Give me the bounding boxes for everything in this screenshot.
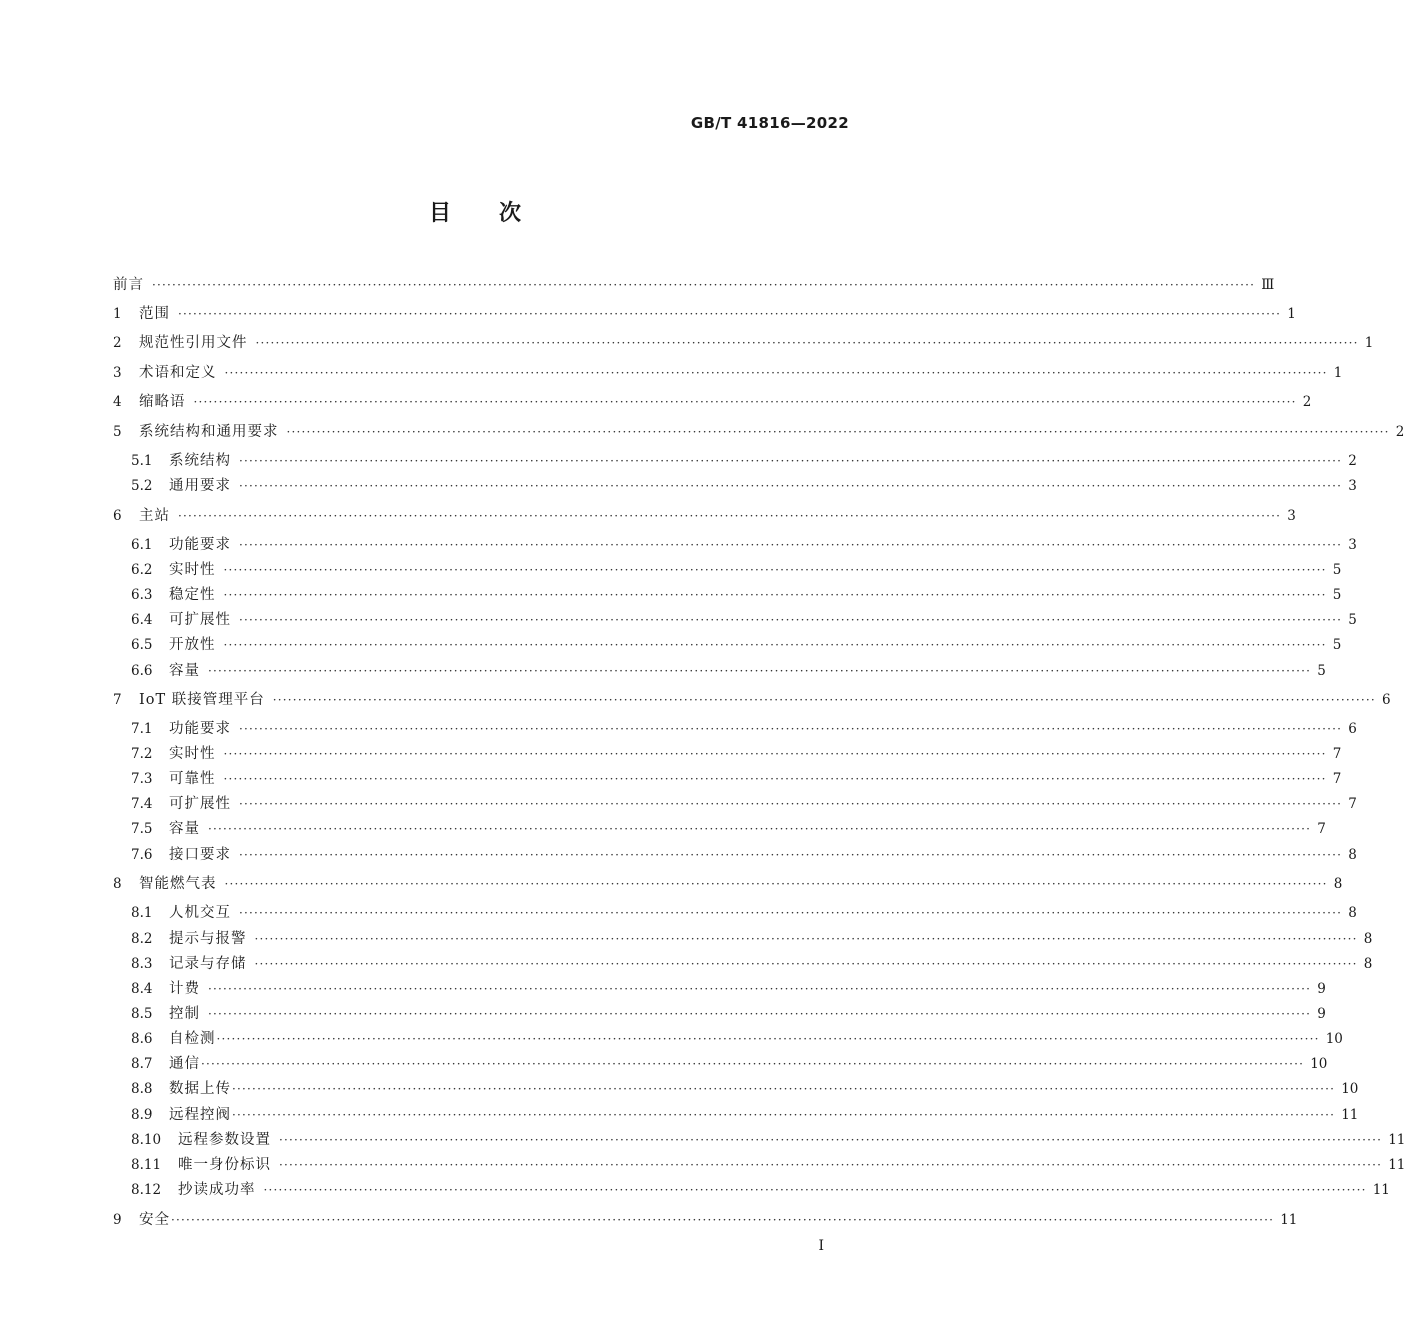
toc-entry-page: 5 <box>1332 562 1342 578</box>
toc-leader-dots: ···························································································································································································································· <box>171 1213 1275 1227</box>
toc-leader-dots: ···························································································································································································································· <box>232 1082 1336 1096</box>
toc-entry[interactable] <box>131 1154 1405 1176</box>
toc-entry-label: 可扩展性 <box>169 612 231 628</box>
toc-leader-dots: ···························································································································································································································· <box>193 395 1297 409</box>
toc-entry-number: 3 <box>113 365 122 381</box>
toc-entry-number: 7.6 <box>131 847 153 863</box>
toc-entry-label: 前言 <box>113 277 144 293</box>
toc-entry-page: 10 <box>1310 1056 1328 1072</box>
toc-entry[interactable] <box>131 928 1373 950</box>
toc-entry-label: 术语和定义 <box>139 365 217 381</box>
toc-entry-page: 7 <box>1348 796 1357 812</box>
toc-entry[interactable] <box>131 1129 1405 1151</box>
toc-entry[interactable] <box>131 768 1342 790</box>
toc-entry-number: 5.1 <box>131 453 153 469</box>
toc-entry-label: 记录与存储 <box>169 956 247 972</box>
toc-entry-number: 4 <box>113 394 122 410</box>
toc-leader-dots: ···························································································································································································································· <box>286 425 1390 439</box>
toc-entry-number: 7.5 <box>131 821 153 837</box>
toc-entry-label: 远程参数设置 <box>178 1132 271 1148</box>
toc-entry[interactable] <box>131 609 1357 631</box>
toc-entry-number: 8.4 <box>131 981 153 997</box>
toc-entry-number: 8 <box>113 876 122 892</box>
toc-leader-dots: ···························································································································································································································· <box>255 336 1359 350</box>
toc-entry-number: 7 <box>113 692 122 708</box>
toc-entry-page: 1 <box>1333 365 1343 381</box>
toc-leader-dots: ···························································································································································································································· <box>239 479 1343 493</box>
toc-entry-number: 6.4 <box>131 612 153 628</box>
toc-entry-label: 智能燃气表 <box>139 876 217 892</box>
toc-entry-page: 8 <box>1348 905 1357 921</box>
toc-entry-page: 10 <box>1341 1081 1359 1097</box>
toc-leader-dots: ···························································································································································································································· <box>239 848 1343 862</box>
toc-entry[interactable] <box>131 1104 1359 1126</box>
toc-entry-number: 6.1 <box>131 537 153 553</box>
toc-entry-page: 8 <box>1363 956 1373 972</box>
toc-leader-dots: ···························································································································································································································· <box>208 1007 1312 1021</box>
toc-leader-dots: ···························································································································································································································· <box>239 906 1343 920</box>
toc-entry-label: 唯一身份标识 <box>178 1157 271 1173</box>
toc-entry-number: 7.2 <box>131 746 153 762</box>
toc-entry-number: 6.2 <box>131 562 153 578</box>
toc-entry-page: 7 <box>1317 821 1326 837</box>
toc-entry-label: 接口要求 <box>169 847 231 863</box>
toc-entry-number: 8.10 <box>131 1132 162 1148</box>
toc-entry-number: 6.6 <box>131 663 153 679</box>
toc-leader-dots: ···························································································································································································································· <box>279 1133 1383 1147</box>
toc-entry-label: 可扩展性 <box>169 796 231 812</box>
toc-leader-dots: ···························································································································································································································· <box>239 613 1343 627</box>
toc-entry[interactable] <box>131 1003 1326 1025</box>
toc-entry-page: 8 <box>1333 876 1343 892</box>
toc-leader-dots: ···························································································································································································································· <box>224 366 1328 380</box>
toc-leader-dots: ···························································································································································································································· <box>254 932 1358 946</box>
toc-leader-dots: ···························································································································································································································· <box>224 877 1328 891</box>
toc-entry[interactable] <box>113 303 1296 325</box>
toc-entry-label: 计费 <box>169 981 200 997</box>
toc-entry[interactable] <box>131 844 1357 866</box>
toc-entry-label: 实时性 <box>169 562 216 578</box>
toc-entry[interactable] <box>131 718 1357 740</box>
toc-entry-label: 主站 <box>139 508 170 524</box>
toc-entry-page: 9 <box>1317 981 1326 997</box>
page-number: I <box>818 1238 824 1254</box>
toc-entry-page: 8 <box>1363 931 1373 947</box>
toc-entry-label: 范围 <box>139 306 170 322</box>
toc-entry[interactable] <box>113 689 1391 711</box>
toc-leader-dots: ···························································································································································································································· <box>223 588 1327 602</box>
toc-entry[interactable] <box>131 1078 1359 1100</box>
toc-leader-dots: ···························································································································································································································· <box>201 1057 1305 1071</box>
toc-leader-dots: ···························································································································································································································· <box>239 722 1343 736</box>
toc-entry-number: 8.5 <box>131 1006 153 1022</box>
toc-entry[interactable] <box>113 421 1405 443</box>
toc-leader-dots: ···························································································································································································································· <box>232 1108 1336 1122</box>
toc-entry-page: 9 <box>1317 1006 1326 1022</box>
toc-entry[interactable] <box>131 660 1326 682</box>
toc-entry-number: 8.9 <box>131 1107 153 1123</box>
toc-leader-dots: ···························································································································································································································· <box>239 454 1343 468</box>
toc-entry-number: 7.3 <box>131 771 153 787</box>
toc-entry-number: 2 <box>113 335 122 351</box>
toc-entry[interactable] <box>131 793 1357 815</box>
toc-entry-page: 8 <box>1348 847 1357 863</box>
toc-entry-page: 2 <box>1302 394 1312 410</box>
toc-entry-page: 1 <box>1287 306 1296 322</box>
toc-entry-page: 2 <box>1395 424 1405 440</box>
toc-entry-label: 人机交互 <box>169 905 231 921</box>
toc-entry[interactable] <box>113 332 1374 354</box>
toc-leader-dots: ···························································································································································································································· <box>279 1158 1383 1172</box>
toc-leader-dots: ···························································································································································································································· <box>152 278 1256 292</box>
toc-entry-number: 6.5 <box>131 637 153 653</box>
toc-entry-number: 8.8 <box>131 1081 153 1097</box>
toc-entry-page: 11 <box>1341 1107 1359 1123</box>
toc-entry-page: 6 <box>1381 692 1391 708</box>
toc-entry[interactable] <box>131 818 1326 840</box>
toc-entry-label: 数据上传 <box>169 1081 231 1097</box>
toc-leader-dots: ···························································································································································································································· <box>239 797 1343 811</box>
toc-entry-page: 6 <box>1348 721 1357 737</box>
toc-entry-number: 5 <box>113 424 122 440</box>
toc-leader-dots: ···························································································································································································································· <box>178 509 1282 523</box>
toc-leader-dots: ···························································································································································································································· <box>216 1032 1320 1046</box>
toc-entry-label: 远程控阀 <box>169 1107 231 1123</box>
toc-entry-page: 5 <box>1332 637 1342 653</box>
toc-entry[interactable] <box>113 391 1312 413</box>
toc-entry-page: 3 <box>1348 478 1357 494</box>
toc-leader-dots: ···························································································································································································································· <box>208 822 1312 836</box>
toc-entry-label: 功能要求 <box>169 721 231 737</box>
toc-entry[interactable] <box>113 274 1275 296</box>
toc-entry-page: 3 <box>1287 508 1296 524</box>
toc-entry-number: 8.3 <box>131 956 153 972</box>
toc-title: 目次 <box>428 201 569 226</box>
toc-leader-dots: ···························································································································································································································· <box>208 982 1312 996</box>
toc-entry-page: 7 <box>1332 746 1342 762</box>
toc-entry-page: Ⅲ <box>1261 277 1275 293</box>
toc-entry-label: 系统结构 <box>169 453 231 469</box>
toc-entry-label: 可靠性 <box>169 771 216 787</box>
toc-entry[interactable] <box>113 362 1343 384</box>
toc-entry-label: 功能要求 <box>169 537 231 553</box>
toc-entry[interactable] <box>131 634 1342 656</box>
toc-leader-dots: ···························································································································································································································· <box>254 957 1358 971</box>
toc-entry-page: 3 <box>1348 537 1357 553</box>
toc-entry-number: 8.7 <box>131 1056 153 1072</box>
toc-leader-dots: ···························································································································································································································· <box>263 1183 1367 1197</box>
toc-entry-number: 8.1 <box>131 905 153 921</box>
toc-entry[interactable] <box>131 534 1357 556</box>
toc-entry-page: 5 <box>1332 587 1342 603</box>
toc-entry-page: 10 <box>1325 1031 1343 1047</box>
toc-leader-dots: ···························································································································································································································· <box>223 638 1327 652</box>
toc-entry[interactable] <box>113 505 1296 527</box>
toc-leader-dots: ···························································································································································································································· <box>208 664 1312 678</box>
toc-entry-page: 7 <box>1332 771 1342 787</box>
toc-entry-page: 1 <box>1364 335 1374 351</box>
toc-entry-number: 5.2 <box>131 478 153 494</box>
toc-entry-label: 实时性 <box>169 746 216 762</box>
toc-entry-number: 8.12 <box>131 1182 162 1198</box>
toc-leader-dots: ···························································································································································································································· <box>272 693 1376 707</box>
toc-entry[interactable] <box>131 559 1342 581</box>
toc-leader-dots: ···························································································································································································································· <box>223 747 1327 761</box>
toc-entry-number: 9 <box>113 1212 122 1228</box>
toc-entry[interactable] <box>131 743 1342 765</box>
toc-leader-dots: ···························································································································································································································· <box>223 563 1327 577</box>
toc-entry-number: 8.2 <box>131 931 153 947</box>
toc-entry-label: 抄读成功率 <box>178 1182 256 1198</box>
toc-leader-dots: ···························································································································································································································· <box>223 772 1327 786</box>
toc-entry[interactable] <box>131 1053 1328 1075</box>
toc-entry-number: 6.3 <box>131 587 153 603</box>
toc-entry[interactable] <box>131 450 1357 472</box>
toc-entry[interactable] <box>131 475 1357 497</box>
toc-entry-page: 11 <box>1280 1212 1298 1228</box>
toc-entry-page: 11 <box>1388 1157 1405 1173</box>
toc-entry-number: 8.6 <box>131 1031 153 1047</box>
toc-entry[interactable] <box>131 1179 1390 1201</box>
toc-entry[interactable] <box>131 584 1342 606</box>
toc-entry-label: 系统结构和通用要求 <box>139 424 279 440</box>
toc-entry-page: 11 <box>1388 1132 1405 1148</box>
toc-entry-number: 7.4 <box>131 796 153 812</box>
toc-entry[interactable] <box>131 1028 1343 1050</box>
toc-entry-label: 容量 <box>169 821 200 837</box>
toc-entry-label: 容量 <box>169 663 200 679</box>
toc-entry-label: 通用要求 <box>169 478 231 494</box>
toc-entry-page: 11 <box>1372 1182 1390 1198</box>
toc-entry[interactable] <box>113 1209 1298 1231</box>
standard-code: GB/T 41816—2022 <box>690 114 849 132</box>
toc-entry-number: 8.11 <box>131 1157 162 1173</box>
toc-entry-page: 5 <box>1317 663 1326 679</box>
toc-entry-label: 通信 <box>169 1056 200 1072</box>
toc-entry[interactable] <box>131 953 1373 975</box>
toc-entry[interactable] <box>131 902 1357 924</box>
toc-entry-label: 规范性引用文件 <box>139 335 248 351</box>
toc-entry-label: 提示与报警 <box>169 931 247 947</box>
toc-entry-page: 5 <box>1348 612 1357 628</box>
toc-entry-number: 7.1 <box>131 721 153 737</box>
toc-entry[interactable] <box>131 978 1326 1000</box>
toc-entry-label: 缩略语 <box>139 394 186 410</box>
toc-entry-number: 1 <box>113 306 122 322</box>
toc-entry-label: 自检测 <box>169 1031 216 1047</box>
toc-entry-label: 稳定性 <box>169 587 216 603</box>
toc-entry-label: IoT 联接管理平台 <box>139 692 265 708</box>
toc-entry-label: 安全 <box>139 1212 170 1228</box>
toc-entry-page: 2 <box>1348 453 1357 469</box>
toc-leader-dots: ···························································································································································································································· <box>239 538 1343 552</box>
toc-entry-number: 6 <box>113 508 122 524</box>
toc-entry-label: 控制 <box>169 1006 200 1022</box>
toc-leader-dots: ···························································································································································································································· <box>178 307 1282 321</box>
toc-entry-label: 开放性 <box>169 637 216 653</box>
toc-entry[interactable] <box>113 873 1343 895</box>
